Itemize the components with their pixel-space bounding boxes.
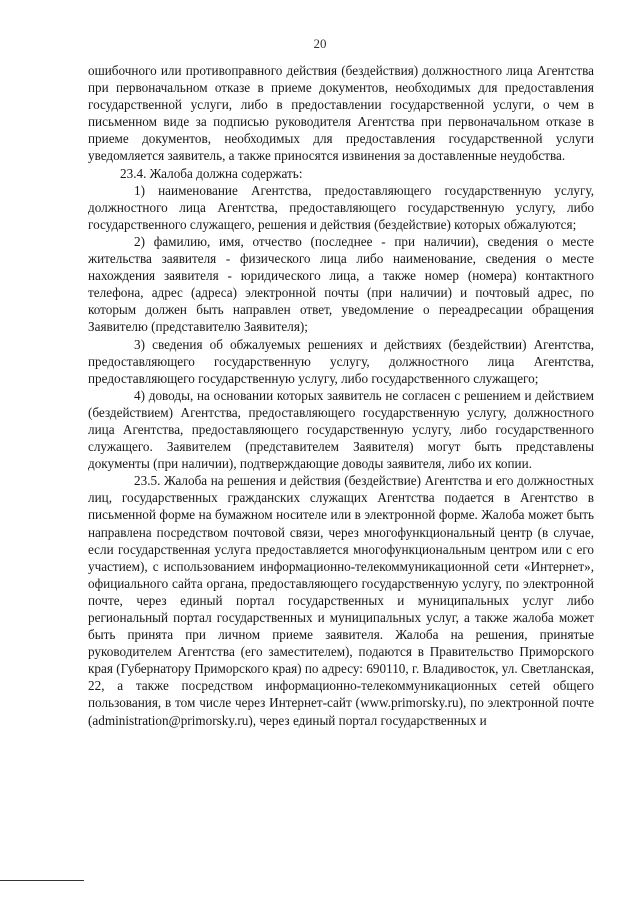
paragraph-section-23-5: 23.5. Жалоба на решения и действия (бездействие) Агентства и его должностных лиц, государственных гражданских служащих Агентства подается в Агентство в письменной форме на бумажном носителе или в электронной форме. Жалоба может быть направлена посредством почтовой связи, через многофункциональный центр (в случае, если государственная услуга предоставляется многофункциональным центром или с его участием), с использованием информационно-телекоммуникационной сети «Интернет», официального сайта органа, предоставляющего государственную услугу, по электронной почте, через единый портал государственных и муниципальных услуг либо региональный портал государственных и муниципальных услуг, а также жалоба может быть принята при личном приеме заявителя. Жалоба на решения, принятые руководителем Агентства (его заместителем), подаются в Правительство Приморского края (Губернатору Приморского края) по адресу: 690110, г. Владивосток, ул. Светланская, 22, а также посредством информационно-телекоммуникационных сетей общего пользования, в том числе через Интернет-сайт (www.primorsky.ru), по электронной почте (administration@primorsky.ru), через единый портал государственных и <box>88 473 594 728</box>
page-number: 20 <box>313 36 327 51</box>
paragraph-item-3: 3) сведения об обжалуемых решениях и действиях (бездействии) Агентства, предоставляющего государственную услугу, должностного лица Агентства, предоставляющего государственную услугу, либо государственного служащего; <box>88 336 594 386</box>
paragraph-continuation: ошибочного или противоправного действия (бездействия) должностного лица Агентства при первоначальном отказе в приеме документов, необходимых для предоставления государственной услуги, либо в предоставлении государственной услуги, о чем в письменном виде за подписью руководителя Агентства при первоначальном отказе в приеме документов, необходимых для предоставления государственной услуги уведомляется заявитель, а также приносятся извинения за доставленные неудобства. <box>88 63 594 164</box>
paragraph-item-2: 2) фамилию, имя, отчество (последнее - при наличии), сведения о месте жительства заявителя - физического лица либо наименование, сведения о месте нахождения заявителя - юридического лица, а также номер (номера) контактного телефона, адрес (адреса) электронной почты (при наличии) и почтовый адрес, по которым должен быть направлен ответ, уведомление о переадресации обращения Заявителю (представителю Заявителя); <box>88 233 594 335</box>
document-body <box>88 62 594 729</box>
paragraph-item-4: 4) доводы, на основании которых заявитель не согласен с решением и действием (бездействием) Агентства, предоставляющего государственную услугу, должностного лица Агентства, предоставляющего государственную услугу, либо государственного служащего. Заявителем (представителем Заявителя) могут быть представлены документы (при наличии), подтверждающие доводы заявителя, либо их копии. <box>88 387 594 472</box>
footnote-divider <box>0 880 84 881</box>
paragraph-item-1: 1) наименование Агентства, предоставляющего государственную услугу, должностного лица Агентства, предоставляющего государственную услугу, либо государственного служащего, решения и действия (бездействие) которых обжалуются; <box>88 182 594 232</box>
paragraph-section-23-4: 23.4. Жалоба должна содержать: <box>120 165 303 181</box>
